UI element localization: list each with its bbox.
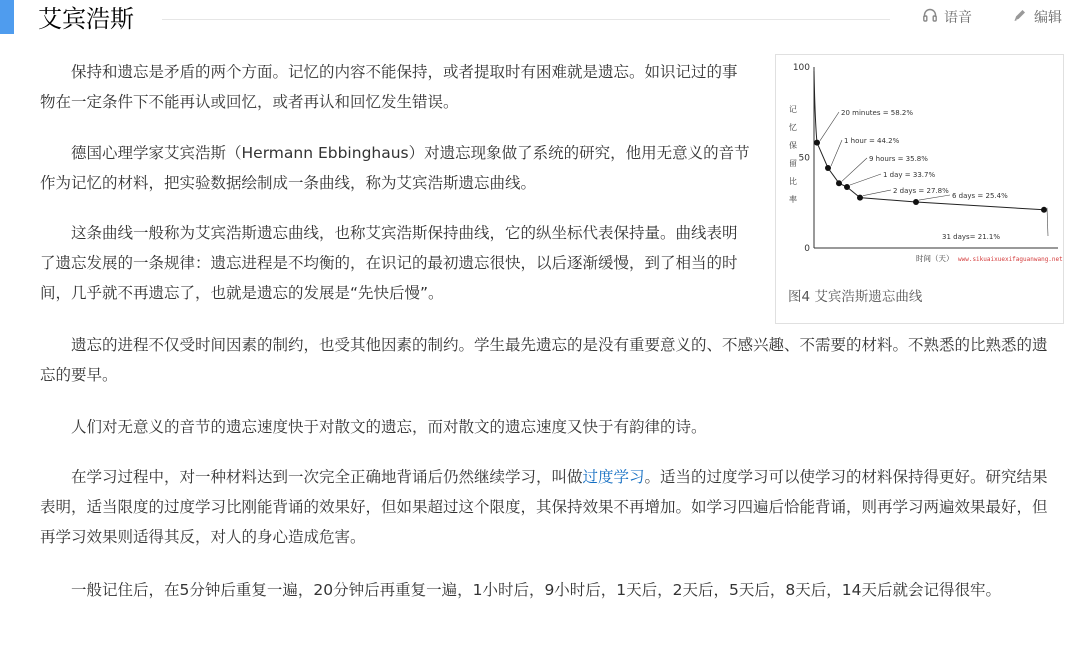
voice-button[interactable] (922, 7, 972, 29)
data-point-label: 9 hours = 35.8% (869, 155, 928, 163)
paragraph-6 (40, 462, 1058, 552)
y-tick-label: 0 (804, 244, 810, 254)
title-divider (162, 19, 890, 20)
y-axis-label-char: 记 (789, 105, 797, 114)
data-point (913, 199, 919, 205)
data-point (844, 184, 850, 190)
edit-button[interactable] (1012, 7, 1062, 29)
data-point-label: 31 days= 21.1% (942, 233, 1000, 241)
edit-label: 编辑 (1034, 10, 1062, 26)
data-point (814, 140, 820, 146)
page-title: 艾宾浩斯 (38, 5, 134, 33)
article-header (0, 0, 1080, 40)
data-point-label: 1 hour = 44.2% (844, 137, 900, 145)
forgetting-curve-figure[interactable] (775, 54, 1064, 324)
forgetting-curve-chart (776, 55, 1063, 280)
paragraph-1: 保持和遗忘是矛盾的两个方面。记忆的内容不能保持，或者提取时有困难就是遗忘。如识记过的事物在一定条件下不能再认或回忆，或者再认和回忆发生错误。 (40, 63, 738, 111)
label-leader-line (842, 158, 867, 181)
x-axis-label: 时间（天） (916, 254, 954, 263)
y-axis-label-char: 忆 (789, 123, 797, 132)
label-leader-line (863, 190, 891, 196)
label-leader-line (1047, 208, 1048, 236)
label-leader-line (831, 140, 842, 166)
label-leader-line (850, 174, 881, 185)
y-tick-label: 50 (798, 153, 810, 164)
y-axis-label-char: 保 (789, 141, 797, 150)
paragraph-2: 德国心理学家艾宾浩斯（Hermann Ebbinghaus）对遗忘现象做了系统的研究，他用无意义的音节作为记忆的材料，把实验数据绘制成一条曲线，称为艾宾浩斯遗忘曲线。 (40, 144, 750, 192)
paragraph-6-text-b: 。适当的过度学习可以使学习的材料保持得更好。研究结果表明，适当限度的过度学习比刚能背诵的效果好，但如果超过这个限度，其保持效果不再增加。如学习四遍后恰能背诵，则再学习两遍效果最好，但再学习效果则适得其反，对人的身心造成危害。 (40, 468, 1048, 546)
watermark-text: www.sikuaixuexifaguanwang.net (958, 256, 1063, 263)
label-leader-line (820, 112, 839, 141)
y-axis-label-char: 比 (789, 177, 797, 186)
paragraph-6-text-a: 在学习过程中，对一种材料达到一次完全正确地背诵后仍然继续学习，叫做 (71, 468, 583, 486)
data-point (836, 180, 842, 186)
y-axis-label-char: 率 (789, 195, 797, 204)
data-point-label: 6 days = 25.4% (952, 192, 1008, 200)
headphones-icon (922, 7, 944, 29)
label-leader-line (919, 195, 950, 200)
data-point-label: 20 minutes = 58.2% (841, 109, 914, 117)
y-tick-label: 100 (792, 63, 810, 73)
paragraph-4: 遗忘的进程不仅受时间因素的制约，也受其他因素的制约。学生最先遗忘的是没有重要意义的、不感兴趣、不需要的材料。不熟悉的比熟悉的遗忘的要早。 (40, 336, 1048, 384)
paragraph-5: 人们对无意义的音节的遗忘速度快于对散文的遗忘，而对散文的遗忘速度又快于有韵律的诗。 (71, 418, 707, 436)
paragraph-3: 这条曲线一般称为艾宾浩斯遗忘曲线，也称艾宾浩斯保持曲线，它的纵坐标代表保持量。曲线表明了遗忘发展的一条规律：遗忘进程是不均衡的，在识记的最初遗忘很快，以后逐渐缓慢，到了相当的时间，几乎就不再遗忘了，也就是遗忘的发展是“先快后慢”。 (40, 224, 738, 302)
data-point (1041, 207, 1047, 213)
voice-label: 语音 (944, 10, 972, 26)
title-accent-bar (0, 0, 14, 34)
data-point-label: 1 day = 33.7% (883, 171, 936, 179)
data-point (857, 195, 863, 201)
overlearning-link[interactable]: 过度学习 (582, 468, 645, 486)
pencil-icon (1012, 7, 1034, 29)
y-axis-label-char: 留 (789, 159, 797, 168)
data-point (825, 165, 831, 171)
paragraph-7: 一般记住后，在5分钟后重复一遍，20分钟后再重复一遍，1小时后，9小时后，1天后，2天后，5天后，8天后，14天后就会记得很牢。 (71, 581, 1001, 599)
figure-caption: 图4 艾宾浩斯遗忘曲线 (788, 289, 923, 305)
data-point-label: 2 days = 27.8% (893, 187, 949, 195)
